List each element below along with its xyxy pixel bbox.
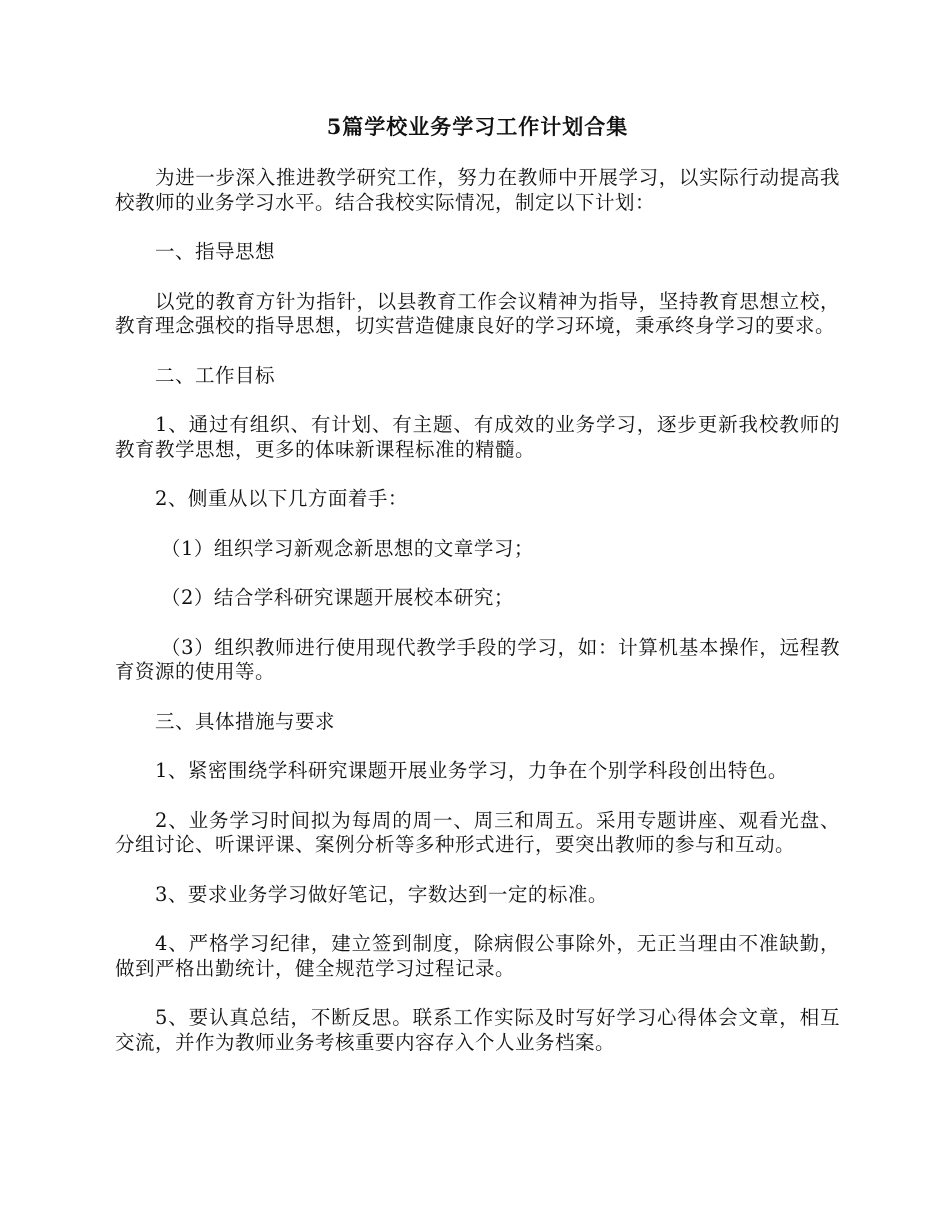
measure-item-3: 3、要求业务学习做好笔记，字数达到一定的标准。	[155, 882, 608, 906]
goal-item-1: 1、通过有组织、有计划、有主题、有成效的业务学习，逐步更新我校教师的教育教学思想，更多的体味新课程标准的精髓。	[115, 413, 840, 461]
goal-subitem-3: （3）组织教师进行使用现代教学手段的学习，如：计算机基本操作，远程教育资源的使用等。	[115, 635, 840, 683]
section-heading-work-goals: 二、工作目标	[155, 363, 276, 387]
document-title: 5篇学校业务学习工作计划合集	[326, 114, 629, 139]
measure-item-5: 5、要认真总结，不断反思。联系工作实际及时写好学习心得体会文章，相互交流，并作为教师业务考核重要内容存入个人业务档案。	[115, 1006, 840, 1054]
measure-item-1: 1、紧密围绕学科研究课题开展业务学习，力争在个别学科段创出特色。	[155, 759, 788, 782]
goal-item-2: 2、侧重从以下几方面着手：	[155, 487, 408, 510]
goal-subitem-2: （2）结合学科研究课题开展校本研究；	[161, 586, 514, 609]
intro-paragraph: 为进一步深入推进教学研究工作，努力在教师中开展学习，以实际行动提高我校教师的业务学习水平。结合我校实际情况，制定以下计划：	[115, 166, 840, 214]
document-body	[115, 112, 840, 1080]
goal-subitem-1: （1）组织学习新观念新思想的文章学习；	[161, 536, 534, 560]
guiding-thought-paragraph: 以党的教育方针为指针，以县教育工作会议精神为指导，坚持教育思想立校，教育理念强校的指导思想，切实营造健康良好的学习环境，秉承终身学习的要求。	[115, 289, 840, 337]
measure-item-4: 4、严格学习纪律，建立签到制度，除病假公事除外，无正当理由不准缺勤，做到严格出勤统计，健全规范学习过程记录。	[115, 932, 840, 980]
section-heading-guiding-thought: 一、指导思想	[155, 240, 276, 263]
measure-item-2: 2、业务学习时间拟为每周的周一、周三和周五。采用专题讲座、观看光盘、分组讨论、听课评课、案例分析等多种形式进行，要突出教师的参与和互动。	[115, 808, 840, 856]
section-heading-measures: 三、具体措施与要求	[155, 709, 336, 733]
